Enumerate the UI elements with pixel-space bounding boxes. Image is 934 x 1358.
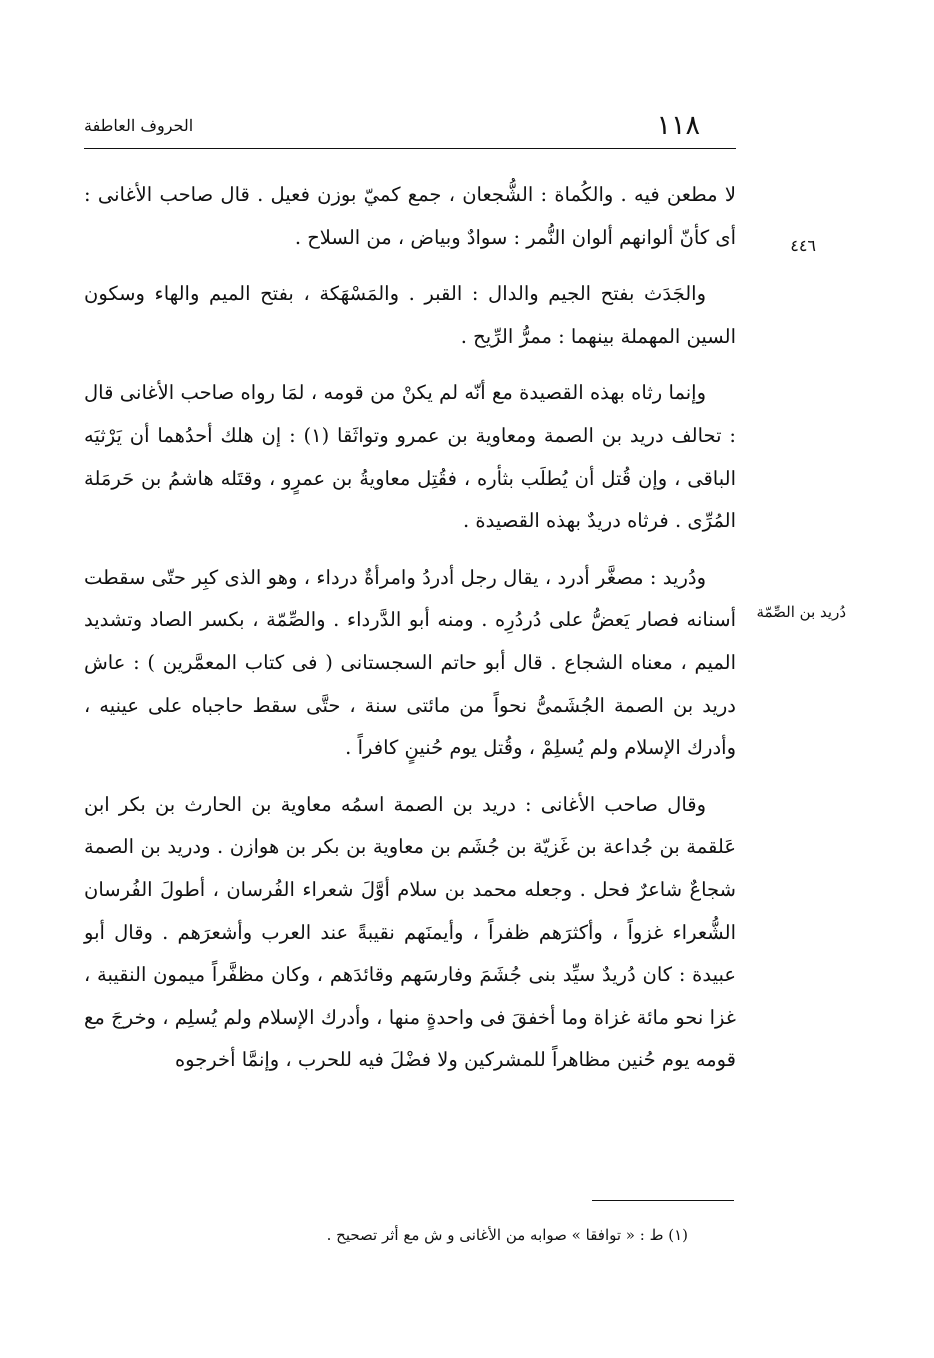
footnote-divider <box>592 1200 734 1201</box>
paragraph: ودُريد : مصغَّر أدرد ، يقال رجل أدردُ وامرأةٌ درداء ، وهو الذى كبِر حتّى سقطت أسنانه فصار يَعضُّ على دُردُرِه . ومنه أبو الدَّرداء . والصِّمّة ، بكسر الصاد وتشديد الميم ، معناه الشجاع . قال أبو حاتم السجستانى ( فى كتاب المعمَّرين ) : عاش دريد بن الصمة الجُشَمىُّ نحواً من مائتى سنة ، حتَّى سقط حاجباه على عينيه ، وأدرك الإسلام ولم يُسلِمْ ، وقُتل يوم حُنينٍ كافراً . <box>84 565 736 760</box>
paragraph: لا مطعن فيه . والكُماة : الشُّجعان ، جمع كميّ بوزن فعيل . قال صاحب الأغانى : أى كأنّ ألوانهم ألوان النُّمر : سوادٌ وبياض ، من السلاح . <box>84 183 736 249</box>
paragraph: والجَدَث بفتح الجيم والدال : القبر . والمَسْهَكة ، بفتح الميم والهاء وسكون السين المهملة بينهما : ممرُّ الرِّيح . <box>84 282 736 348</box>
margin-poem-number: ٤٤٦ <box>790 236 816 255</box>
margin-section-name: دُريد بن الصِّمّة <box>756 603 846 621</box>
footnote: (١) ط : « توافقا » صوابه من الأغانى و ش مع أثر تصحيح . <box>326 1226 688 1244</box>
main-text <box>84 174 736 1096</box>
paragraph: وإنما رثاه بهذه القصيدة مع أنّه لم يكنْ من قومه ، لمَا رواه صاحب الأغانى قال : تحالف دريد بن الصمة ومعاوية بن عمرو وتواثَقا (١) : إن هلك أحدُهما أن يَرْثيَه الباقى ، وإن قُتل أن يُطلَب بثأره ، فقُتِل معاويةُ بن عمرٍو ، وقتَله هاشمُ بن حَرمَلة المُرِّى . فرثاه دريدٌ بهذه القصيدة . <box>84 381 736 533</box>
running-title: الحروف العاطفة <box>84 116 194 135</box>
paragraph: وقال صاحب الأغانى : دريد بن الصمة اسمُه معاوية بن الحارث بن بكر ابن عَلقمة بن جُداعة بن غَزيّة بن جُشَم بن معاوية بن بكر بن هوازن . ودريد بن الصمة شجاعٌ شاعرٌ فحل . وجعله محمد بن سلام أوَّلَ شعراء الفُرسان ، أطولَ الفُرسان الشُّعراء غزواً ، وأكثرَهم ظفراً ، وأيمنَهم نقيبةً عند العرب وأشعرَهم . وقال أبو عبيدة : كان دُريدٌ سيِّد بنى جُشَمَ وفارسَهم وقائدَهم ، وكان مظفَّراً ميمون النقيبة ، غزا نحو مائة غزاة وما أخفقَ فى واحدةٍ منها ، وأدرك الإسلام ولم يُسلِم ، وخرجَ مع قومه يوم حُنين مظاهراً للمشركين ولا فضْلَ فيه للحرب ، وإنمَّا أخرجوه <box>84 792 736 1072</box>
page-number: ١١٨ <box>656 110 700 141</box>
page-header <box>84 108 736 149</box>
